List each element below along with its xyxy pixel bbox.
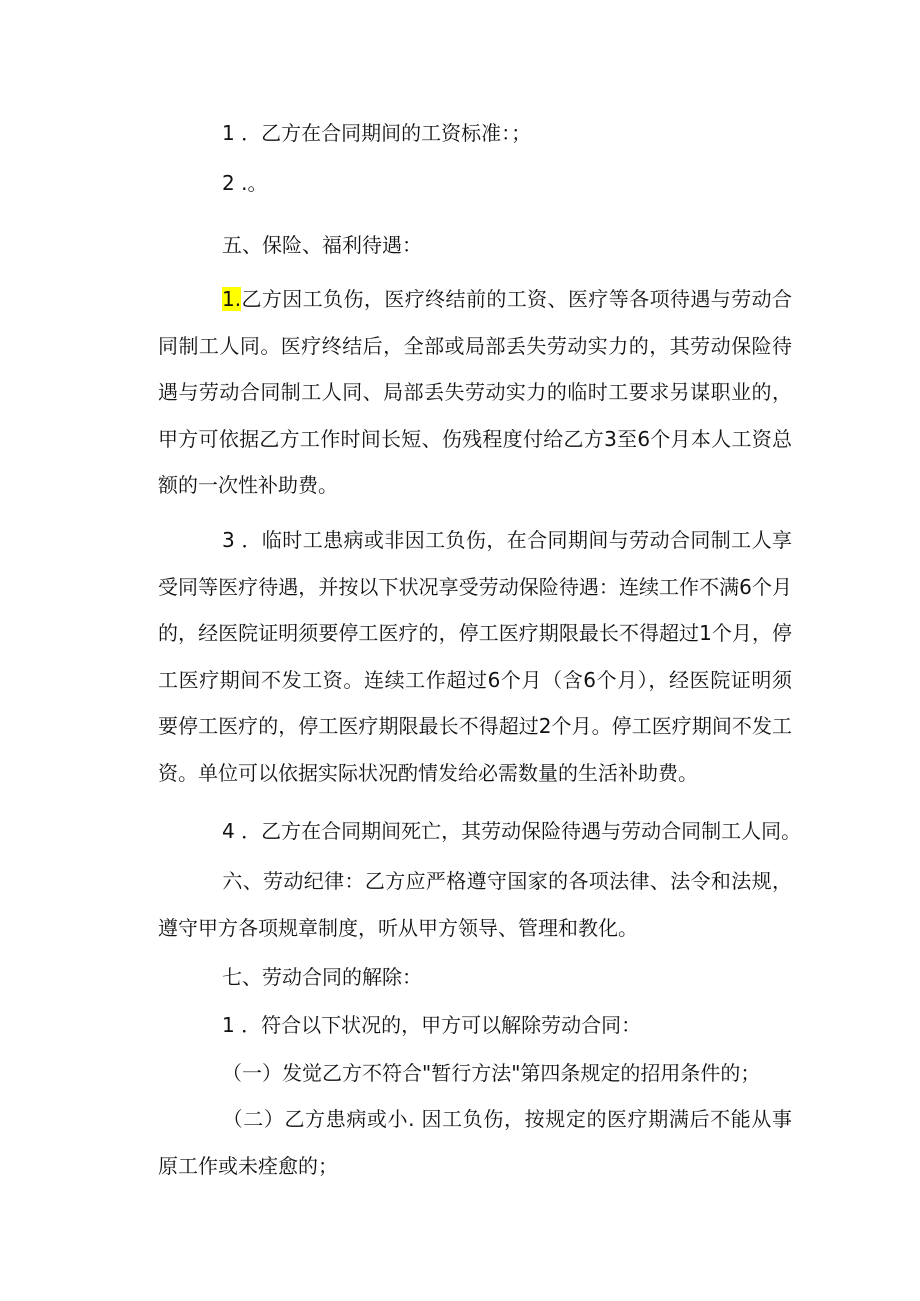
labor-discipline-text: 六、劳动纪律：乙方应严格遵守国家的各项法律、法令和法规，遵守甲方各项规章制度，听从甲方领导、管理和教化。 bbox=[158, 869, 792, 940]
death-item: 4 ．乙方在合同期间死亡，其劳动保险待遇与劳动合同制工人同。 bbox=[222, 819, 802, 843]
wage-standard-item: 1 ．乙方在合同期间的工资标准：； bbox=[222, 121, 532, 145]
section-heading-termination: 七、劳动合同的解除： bbox=[222, 965, 422, 989]
injury-text: 乙方因工负伤，医疗终结前的工资、医疗等各项待遇与劳动合同制工人同。医疗终结后，全部或局部丢失劳动实力的，其劳动保险待遇与劳动合同制工人同、局部丢失劳动实力的临时工要求另谋职业的，甲方可依据乙方工作时间长短、伤残程度付给乙方3至6个月本人工资总额的一次性补助费。 bbox=[158, 287, 792, 497]
highlighted-number: 1. bbox=[222, 287, 242, 311]
injury-paragraph bbox=[158, 276, 792, 509]
condition-2-paragraph bbox=[158, 1096, 792, 1189]
condition-2-text: （二）乙方患病或小. 因工负伤，按规定的医疗期满后不能从事原工作或未痊愈的； bbox=[158, 1107, 792, 1178]
termination-item-1: 1 ．符合以下状况的，甲方可以解除劳动合同： bbox=[222, 1013, 642, 1037]
labor-discipline-paragraph bbox=[158, 858, 792, 951]
item-2: 2 .。 bbox=[222, 171, 268, 195]
sick-leave-text: 3 ．临时工患病或非因工负伤，在合同期间与劳动合同制工人享受同等医疗待遇，并按以下状况享受劳动保险待遇：连续工作不满6个月的，经医院证明须要停工医疗的，停工医疗期限最长不得超过1个月，停工医疗期间不发工资。连续工作超过6个月（含6个月），经医院证明须要停工医疗的，停工医疗期限最长不得超过2个月。停工医疗期间不发工资。单位可以依据实际状况酌情发给必需数量的生活补助费。 bbox=[158, 528, 792, 785]
condition-1: （一）发觉乙方不符合"暂行方法"第四条规定的招用条件的； bbox=[222, 1061, 761, 1085]
section-heading-insurance: 五、保险、福利待遇： bbox=[222, 233, 422, 257]
sick-leave-paragraph bbox=[158, 517, 792, 796]
